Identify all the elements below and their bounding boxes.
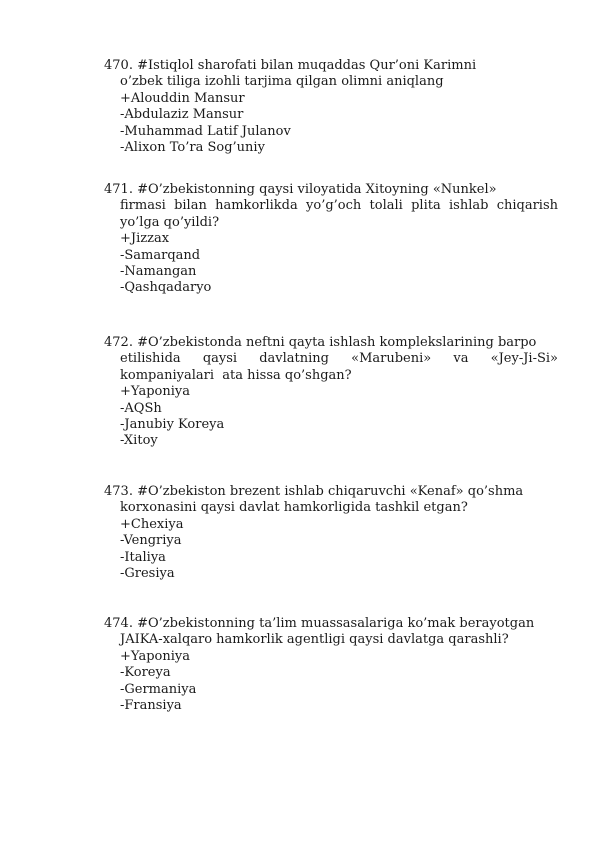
answer-option: -Namangan xyxy=(120,264,197,280)
answer-option: -Qashqadaryo xyxy=(120,280,212,296)
answer-option: +Jizzax xyxy=(120,231,170,247)
question-stem: #O’zbekistonda neftni qayta ishlash komplekslarining barpo xyxy=(137,335,537,350)
answer-option: -Xitoy xyxy=(120,433,158,449)
question-number: 470. xyxy=(104,58,133,73)
question-stem-continuation: kompaniyalari ata hissa qo’shgan? xyxy=(120,367,352,383)
answer-option: +Yaponiya xyxy=(120,648,190,664)
answer-option: +Alouddin Mansur xyxy=(120,90,245,106)
question-474 xyxy=(104,616,558,714)
answer-option: -Alixon To’ra Sog’uniy xyxy=(120,140,265,156)
question-stem-first-line xyxy=(104,58,558,74)
answer-option: -Italiya xyxy=(120,549,166,565)
question-stem-continuation: korxonasini qaysi davlat hamkorligida tashkil etgan? xyxy=(120,500,468,516)
question-stem-continuation: JAIKA-xalqaro hamkorlik agentligi qaysi davlatga qarashli? xyxy=(120,632,509,648)
question-471 xyxy=(104,182,558,297)
question-number: 471. xyxy=(104,182,133,197)
answer-option: -Abdulaziz Mansur xyxy=(120,107,244,123)
answer-option: -Janubiy Koreya xyxy=(120,417,225,433)
question-470 xyxy=(104,58,558,156)
question-number: 474. xyxy=(104,616,133,631)
answer-option: -Fransiya xyxy=(120,698,182,714)
question-472 xyxy=(104,335,558,450)
question-stem-continuation: etilishida qaysi davlatning «Marubeni» va «Jey-Ji-Si» xyxy=(120,351,558,367)
question-stem-continuation: o’zbek tiliga izohli tarjima qilgan olimni aniqlang xyxy=(120,74,444,90)
answer-option: -Gresiya xyxy=(120,566,175,582)
question-stem: #O’zbekistonning qaysi viloyatida Xitoyning «Nunkel» xyxy=(137,182,497,197)
question-number: 472. xyxy=(104,335,133,350)
question-stem-first-line xyxy=(104,182,558,198)
question-stem-first-line xyxy=(104,484,558,500)
question-stem-continuation: yo’lga qo’yildi? xyxy=(120,214,220,230)
answer-option: +Yaponiya xyxy=(120,384,190,400)
answer-option: -Samarqand xyxy=(120,247,201,263)
question-stem: #Istiqlol sharofati bilan muqaddas Qur’oni Karimni xyxy=(137,58,477,73)
answer-option: -Muhammad Latif Julanov xyxy=(120,123,291,139)
answer-option: -Germaniya xyxy=(120,681,197,697)
answer-option: -AQSh xyxy=(120,400,162,416)
answer-option: +Chexiya xyxy=(120,516,184,532)
question-stem-first-line xyxy=(104,335,558,351)
question-stem-first-line xyxy=(104,616,558,632)
answer-option: -Koreya xyxy=(120,665,171,681)
question-stem-continuation: firmasi bilan hamkorlikda yo’g’och tolali plita ishlab chiqarish xyxy=(120,198,558,214)
question-stem: #O’zbekiston brezent ishlab chiqaruvchi «Kenaf» qo’shma xyxy=(137,484,524,499)
question-473 xyxy=(104,484,558,582)
question-number: 473. xyxy=(104,484,133,499)
answer-option: -Vengriya xyxy=(120,533,182,549)
question-stem: #O’zbekistonning ta’lim muassasalariga ko’mak berayotgan xyxy=(137,616,535,631)
